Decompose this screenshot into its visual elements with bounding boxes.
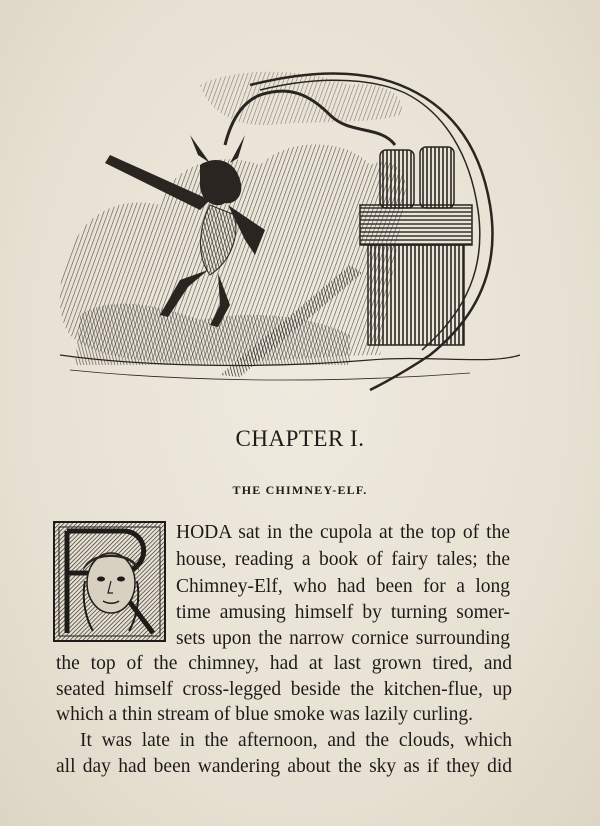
chimney-elf-engraving-icon xyxy=(50,55,530,395)
text-line: sets upon the narrow cornice surrounding xyxy=(176,628,510,649)
text-line: which a thin stream of blue smoke was lazily curling. xyxy=(56,704,473,725)
text-line: HODA sat in the cupola at the top of the xyxy=(176,522,510,543)
text-line: It was late in the afternoon, and the clouds, which xyxy=(80,730,512,751)
text-line: seated himself cross-legged beside the kitchen-flue, up xyxy=(56,679,512,700)
face-initial-r-icon xyxy=(53,521,166,642)
chapter-title: CHAPTER I. xyxy=(235,426,365,451)
text-line: the top of the chimney, had at last grown tired, and xyxy=(56,653,512,674)
text-line: house, reading a book of fairy tales; the xyxy=(176,549,510,570)
chapter-subtitle: THE CHIMNEY-ELF. xyxy=(232,483,368,497)
text-line: time amusing himself by turning somer- xyxy=(176,602,510,623)
text-line: Chimney-Elf, who had been for a long xyxy=(176,576,510,597)
text-line: all day had been wandering about the sky as if they did xyxy=(56,756,512,777)
